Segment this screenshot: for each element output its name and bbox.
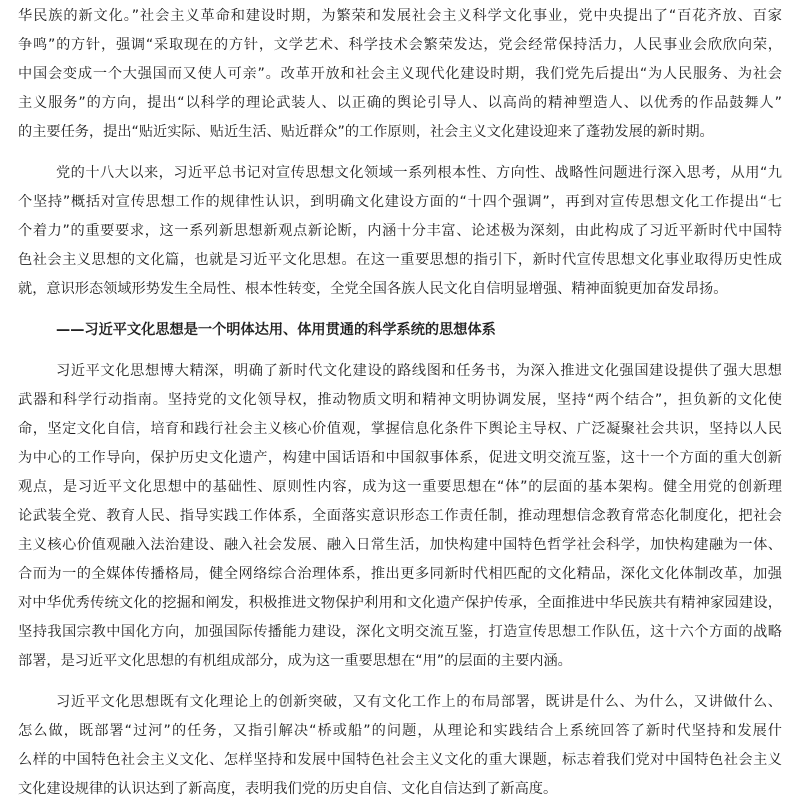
paragraph-2-line-1: 党的十八大以来，习近平总书记对宣传思想文化领域一系列根本性、方向性、战略性问题进行深入思考，从用“九 <box>56 165 782 181</box>
paragraph-3-line-4: 为中心的工作导向，保护历史文化遗产，构建中国话语和中国叙事体系，促进文明交流互鉴，这十一个方面的重大创新 <box>18 450 782 466</box>
paragraph-3-line-5: 观点，是习近平文化思想中的基础性、原则性内容，成为这一重要思想在“体”的层面的基本架构。健全用党的创新理 <box>18 479 782 495</box>
paragraph-3-line-3: 命，坚定文化自信，培育和践行社会主义核心价值观，掌握信息化条件下舆论主导权、广泛凝聚社会共识，坚持以人民 <box>18 421 782 437</box>
paragraph-1-line-4: 主义服务”的方向，提出“以科学的理论武装人、以正确的舆论引导人、以高尚的精神塑造人、以优秀的作品鼓舞人” <box>18 95 782 111</box>
paragraph-4-line-3: 么样的中国特色社会主义文化、怎样坚持和发展中国特色社会主义文化的重大课题，标志着我们党对中国特色社会主义 <box>18 752 782 768</box>
paragraph-2-line-2: 个坚持”概括对宣传思想工作的规律性认识，到明确文化建设方面的“十四个强调”，再到对宣传思想文化工作提出“七 <box>18 194 782 210</box>
paragraph-1-line-3: 中国会变成一个大强国而又使人可亲”。改革开放和社会主义现代化建设时期，我们党先后提出“为人民服务、为社会 <box>18 66 782 82</box>
paragraph-1-line-2: 争鸣”的方针，强调“采取现在的方针，文学艺术、科学技术会繁荣发达，党会经常保持活力，人民事业会欣欣向荣， <box>18 37 782 53</box>
paragraph-3-line-6: 论武装全党、教育人民、指导实践工作体系，全面落实意识形态工作责任制，推动理想信念教育常态化制度化，把社会 <box>18 508 782 524</box>
section-heading: ——习近平文化思想是一个明体达用、体用贯通的科学系统的思想体系 <box>56 322 496 338</box>
paragraph-3-line-10: 坚持我国宗教中国化方向，加强国际传播能力建设，深化文明交流互鉴，打造宣传思想工作队伍，这十六个方面的战略 <box>18 624 782 640</box>
paragraph-1-line-5: 的主要任务，提出“贴近实际、贴近生活、贴近群众”的工作原则，社会主义文化建设迎来了蓬勃发展的新时期。 <box>18 124 714 140</box>
paragraph-3-line-2: 武器和科学行动指南。坚持党的文化领导权，推动物质文明和精神文明协调发展，坚持“两个结合”，担负新的文化使 <box>18 392 782 408</box>
paragraph-3-line-1: 习近平文化思想博大精深，明确了新时代文化建设的路线图和任务书，为深入推进文化强国建设提供了强大思想 <box>56 363 782 379</box>
paragraph-3-line-7: 主义核心价值观融入法治建设、融入社会发展、融入日常生活，加快构建中国特色哲学社会科学，加快构建融为一体、 <box>18 537 782 553</box>
paragraph-2-line-5: 就，意识形态领域形势发生全局性、根本性转变，全党全国各族人民文化自信明显增强、精神面貌更加奋发昂扬。 <box>18 281 728 297</box>
paragraph-2-line-4: 色社会主义思想的文化篇，也就是习近平文化思想。在这一重要思想的指引下，新时代宣传思想文化事业取得历史性成 <box>18 252 782 268</box>
paragraph-3-line-9: 对中华优秀传统文化的挖掘和阐发，积极推进文物保护利用和文化遗产保护传承，全面推进中华民族共有精神家园建设， <box>18 595 782 611</box>
paragraph-3-line-8: 合而为一的全媒体传播格局，健全网络综合治理体系，推出更多同新时代相匹配的文化精品，深化文化体制改革，加强 <box>18 566 782 582</box>
paragraph-2-line-3: 个着力”的重要要求，这一系列新思想新观点新论断，内涵十分丰富、论述极为深刻，由此构成了习近平新时代中国特 <box>18 223 782 239</box>
paragraph-1-line-1: 华民族的新文化。”社会主义革命和建设时期，为繁荣和发展社会主义科学文化事业，党中央提出了“百花齐放、百家 <box>18 8 782 24</box>
paragraph-4-line-4: 文化建设规律的认识达到了新高度，表明我们党的历史自信、文化自信达到了新高度。 <box>18 781 558 797</box>
paragraph-3-line-11: 部署，是习近平文化思想的有机组成部分，成为这一重要思想在“用”的层面的主要内涵。 <box>18 653 572 669</box>
paragraph-4-line-2: 怎么做，既部署“过河”的任务，又指引解决“桥或船”的问题，从理论和实践结合上系统回答了新时代坚持和发展什 <box>18 723 782 739</box>
paragraph-4-line-1: 习近平文化思想既有文化理论上的创新突破，又有文化工作上的布局部署，既讲是什么、为什么，又讲做什么、 <box>56 694 782 710</box>
